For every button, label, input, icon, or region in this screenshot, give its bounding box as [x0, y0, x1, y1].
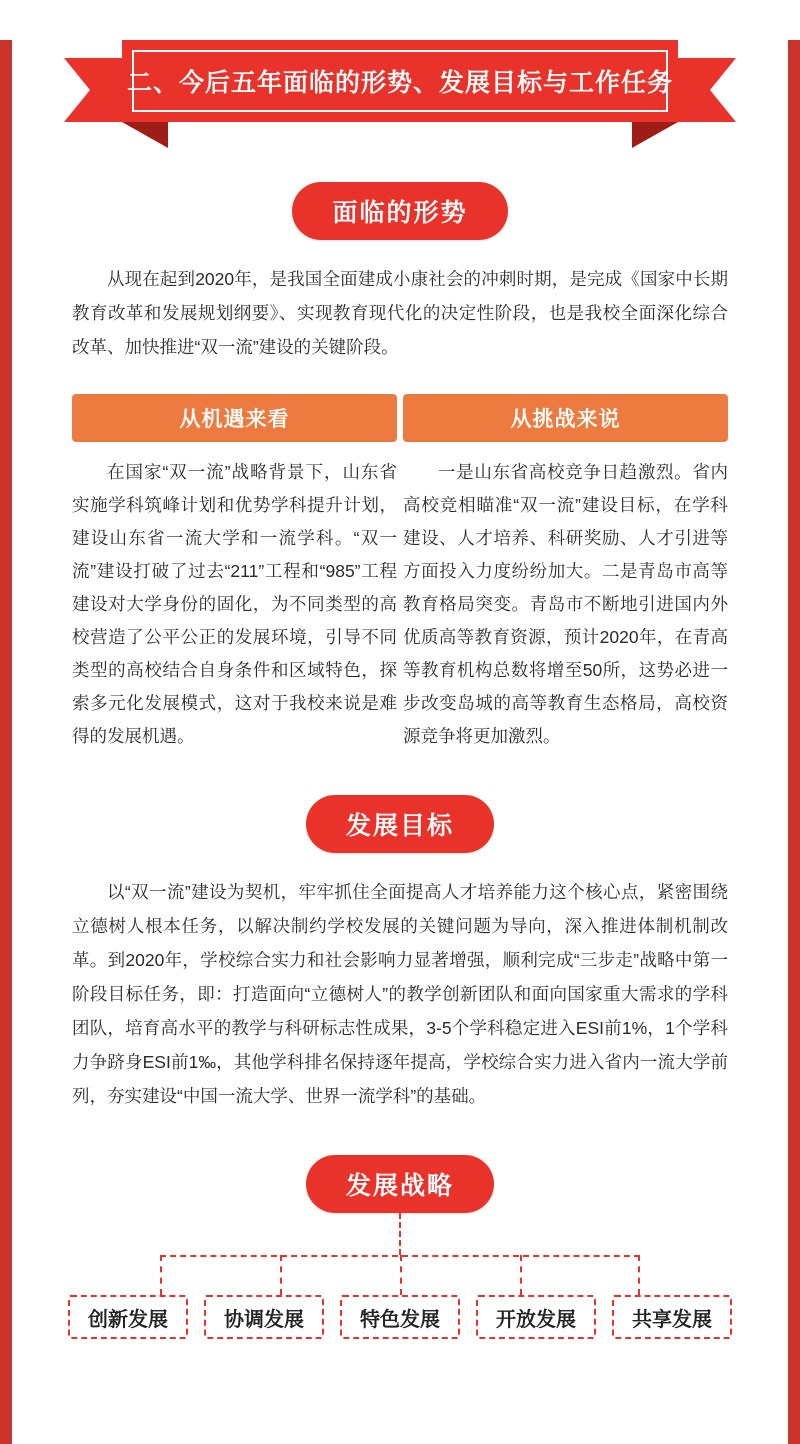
strategy-box: 协调发展: [204, 1295, 324, 1339]
heading-row-goals: [12, 795, 788, 853]
heading-pill-situation: 面临的形势: [292, 182, 507, 240]
column-body-opportunity: 在国家“双一流”战略背景下，山东省实施学科筑峰计划和优势学科提升计划，建设山东省一流大学和一流学科。“双一流”建设打破了过去“211”工程和“985”工程建设对大学身份的固化，为不同类型的高校营造了公平公正的发展环境，引导不同类型的高校结合自身条件和区域特色，探索多元化发展模式，这对于我校来说是难得的发展机遇。: [72, 462, 397, 746]
banner-main: [122, 40, 678, 122]
tree-drop-2: [280, 1255, 282, 1295]
tree-drop-5: [638, 1255, 640, 1295]
heading-row-strategy: [12, 1155, 788, 1213]
document-page: [0, 40, 800, 1444]
ribbon-tail-right: [632, 122, 678, 148]
heading-pill-goals: 发展目标: [306, 795, 494, 853]
banner-title: 二、今后五年面临的形势、发展目标与工作任务: [127, 69, 674, 97]
column-opportunity: [72, 394, 397, 753]
strategy-tree: [50, 1213, 750, 1353]
strategy-box: 共享发展: [612, 1295, 732, 1339]
tree-drop-4: [520, 1255, 522, 1295]
strategy-box: 创新发展: [68, 1295, 188, 1339]
heading-pill-strategy: 发展战略: [306, 1155, 494, 1213]
column-body-challenge: 一是山东省高校竞争日趋激烈。省内高校竞相瞄准“双一流”建设目标，在学科建设、人才培养、科研奖励、人才引进等方面投入力度纷纷加大。二是青岛市高等教育格局突变。青岛市不断地引进国内外优质高等教育资源，预计2020年，在青高等教育机构总数将增至50所，这势必进一步改变岛城的高等教育生态格局，高校资源竞争将更加激烈。: [403, 462, 728, 746]
column-head-opportunity: 从机遇来看: [72, 394, 397, 442]
tree-drop-3: [400, 1255, 402, 1295]
column-head-challenge: 从挑战来说: [403, 394, 728, 442]
strategy-box-row: [50, 1295, 750, 1339]
strategy-box: 特色发展: [340, 1295, 460, 1339]
banner-inner-border: [127, 50, 674, 112]
two-column-block: [72, 394, 728, 753]
heading-row-situation: [12, 182, 788, 240]
tree-drop-1: [160, 1255, 162, 1295]
paragraph-goals: 以“双一流”建设为契机，牢牢抓住全面提高人才培养能力这个核心点，紧密围绕立德树人根本任务，以解决制约学校发展的关键问题为导向，深入推进体制机制改革。到2020年，学校综合实力和社会影响力显著增强，顺利完成“三步走”战略中第一阶段目标任务，即：打造面向“立德树人”的教学创新团队和面向国家重大需求的学科团队，培育高水平的教学与科研标志性成果，3-5个学科稳定进入ESI前1%，1个学科力争跻身ESI前1‰，其他学科排名保持逐年提高，学校综合实力进入省内一流大学前列，夯实建设“中国一流大学、世界一流学科”的基础。: [72, 882, 728, 1106]
strategy-box: 开放发展: [476, 1295, 596, 1339]
section-banner: [64, 40, 736, 140]
tree-stem: [399, 1213, 403, 1255]
ribbon-tail-left: [122, 122, 168, 148]
paragraph-situation: 从现在起到2020年，是我国全面建成小康社会的冲刺时期，是完成《国家中长期教育改革和发展规划纲要》、实现教育现代化的决定性阶段，也是我校全面深化综合改革、加快推进“双一流”建设的关键阶段。: [72, 269, 728, 357]
column-challenge: [403, 394, 728, 753]
